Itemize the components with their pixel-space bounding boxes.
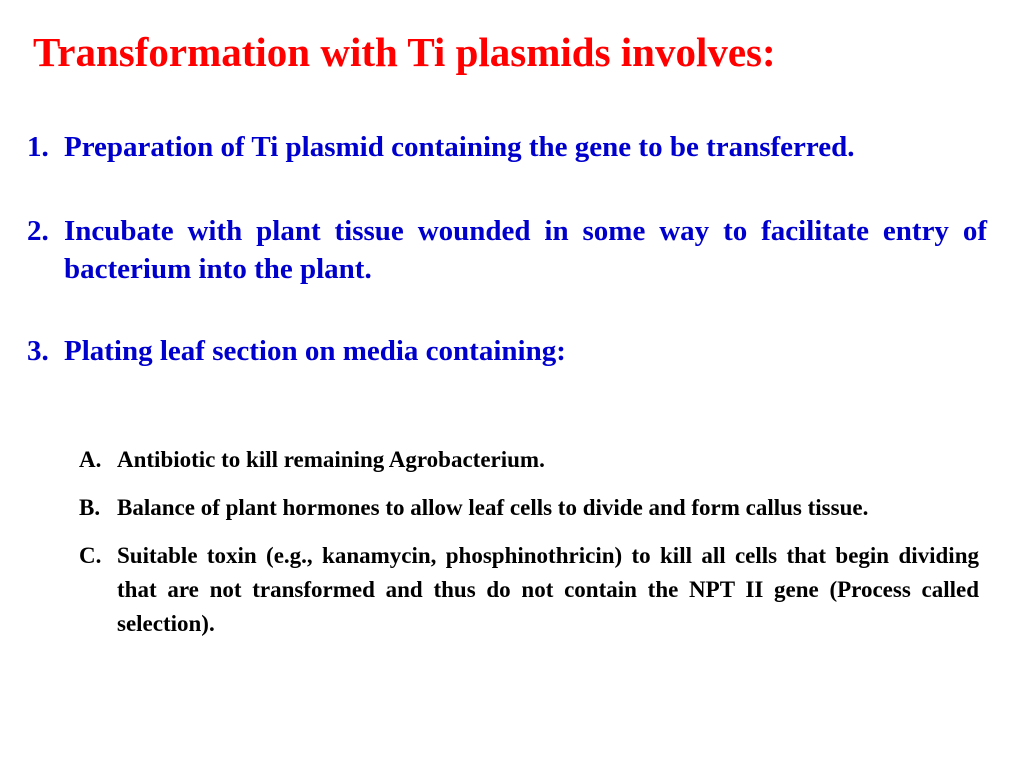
media-requirement-c-text: Suitable toxin (e.g., kanamycin, phosphinothricin) to kill all cells that begin dividing that are not transformed and thus do not contain the NPT II gene (Process called selection). <box>117 543 979 636</box>
main-step-3-marker: 3. <box>27 335 49 367</box>
main-step-2-marker: 2. <box>27 215 49 247</box>
main-step-2 <box>27 212 987 288</box>
main-step-1 <box>27 128 987 166</box>
slide-title: Transformation with Ti plasmids involves: <box>33 29 776 75</box>
media-requirement-a-marker: A. <box>79 447 102 472</box>
media-requirement-c-marker: C. <box>79 543 102 568</box>
main-step-2-text: Incubate with plant tissue wounded in some way to facilitate entry of bacterium into the plant. <box>64 215 987 285</box>
main-step-3-text: Plating leaf section on media containing: <box>64 335 566 367</box>
main-step-1-marker: 1. <box>27 131 49 163</box>
main-step-1-text: Preparation of Ti plasmid containing the gene to be transferred. <box>64 131 855 163</box>
media-requirement-b-marker: B. <box>79 495 101 520</box>
media-requirement-list <box>79 443 979 655</box>
media-requirement-b-text: Balance of plant hormones to allow leaf cells to divide and form callus tissue. <box>117 495 869 520</box>
media-requirement-c <box>79 539 979 641</box>
media-requirement-a <box>79 443 979 477</box>
media-requirement-a-text: Antibiotic to kill remaining Agrobacterium. <box>117 447 545 472</box>
main-step-list <box>27 128 987 370</box>
media-requirement-b <box>79 491 979 525</box>
main-step-3 <box>27 332 987 370</box>
